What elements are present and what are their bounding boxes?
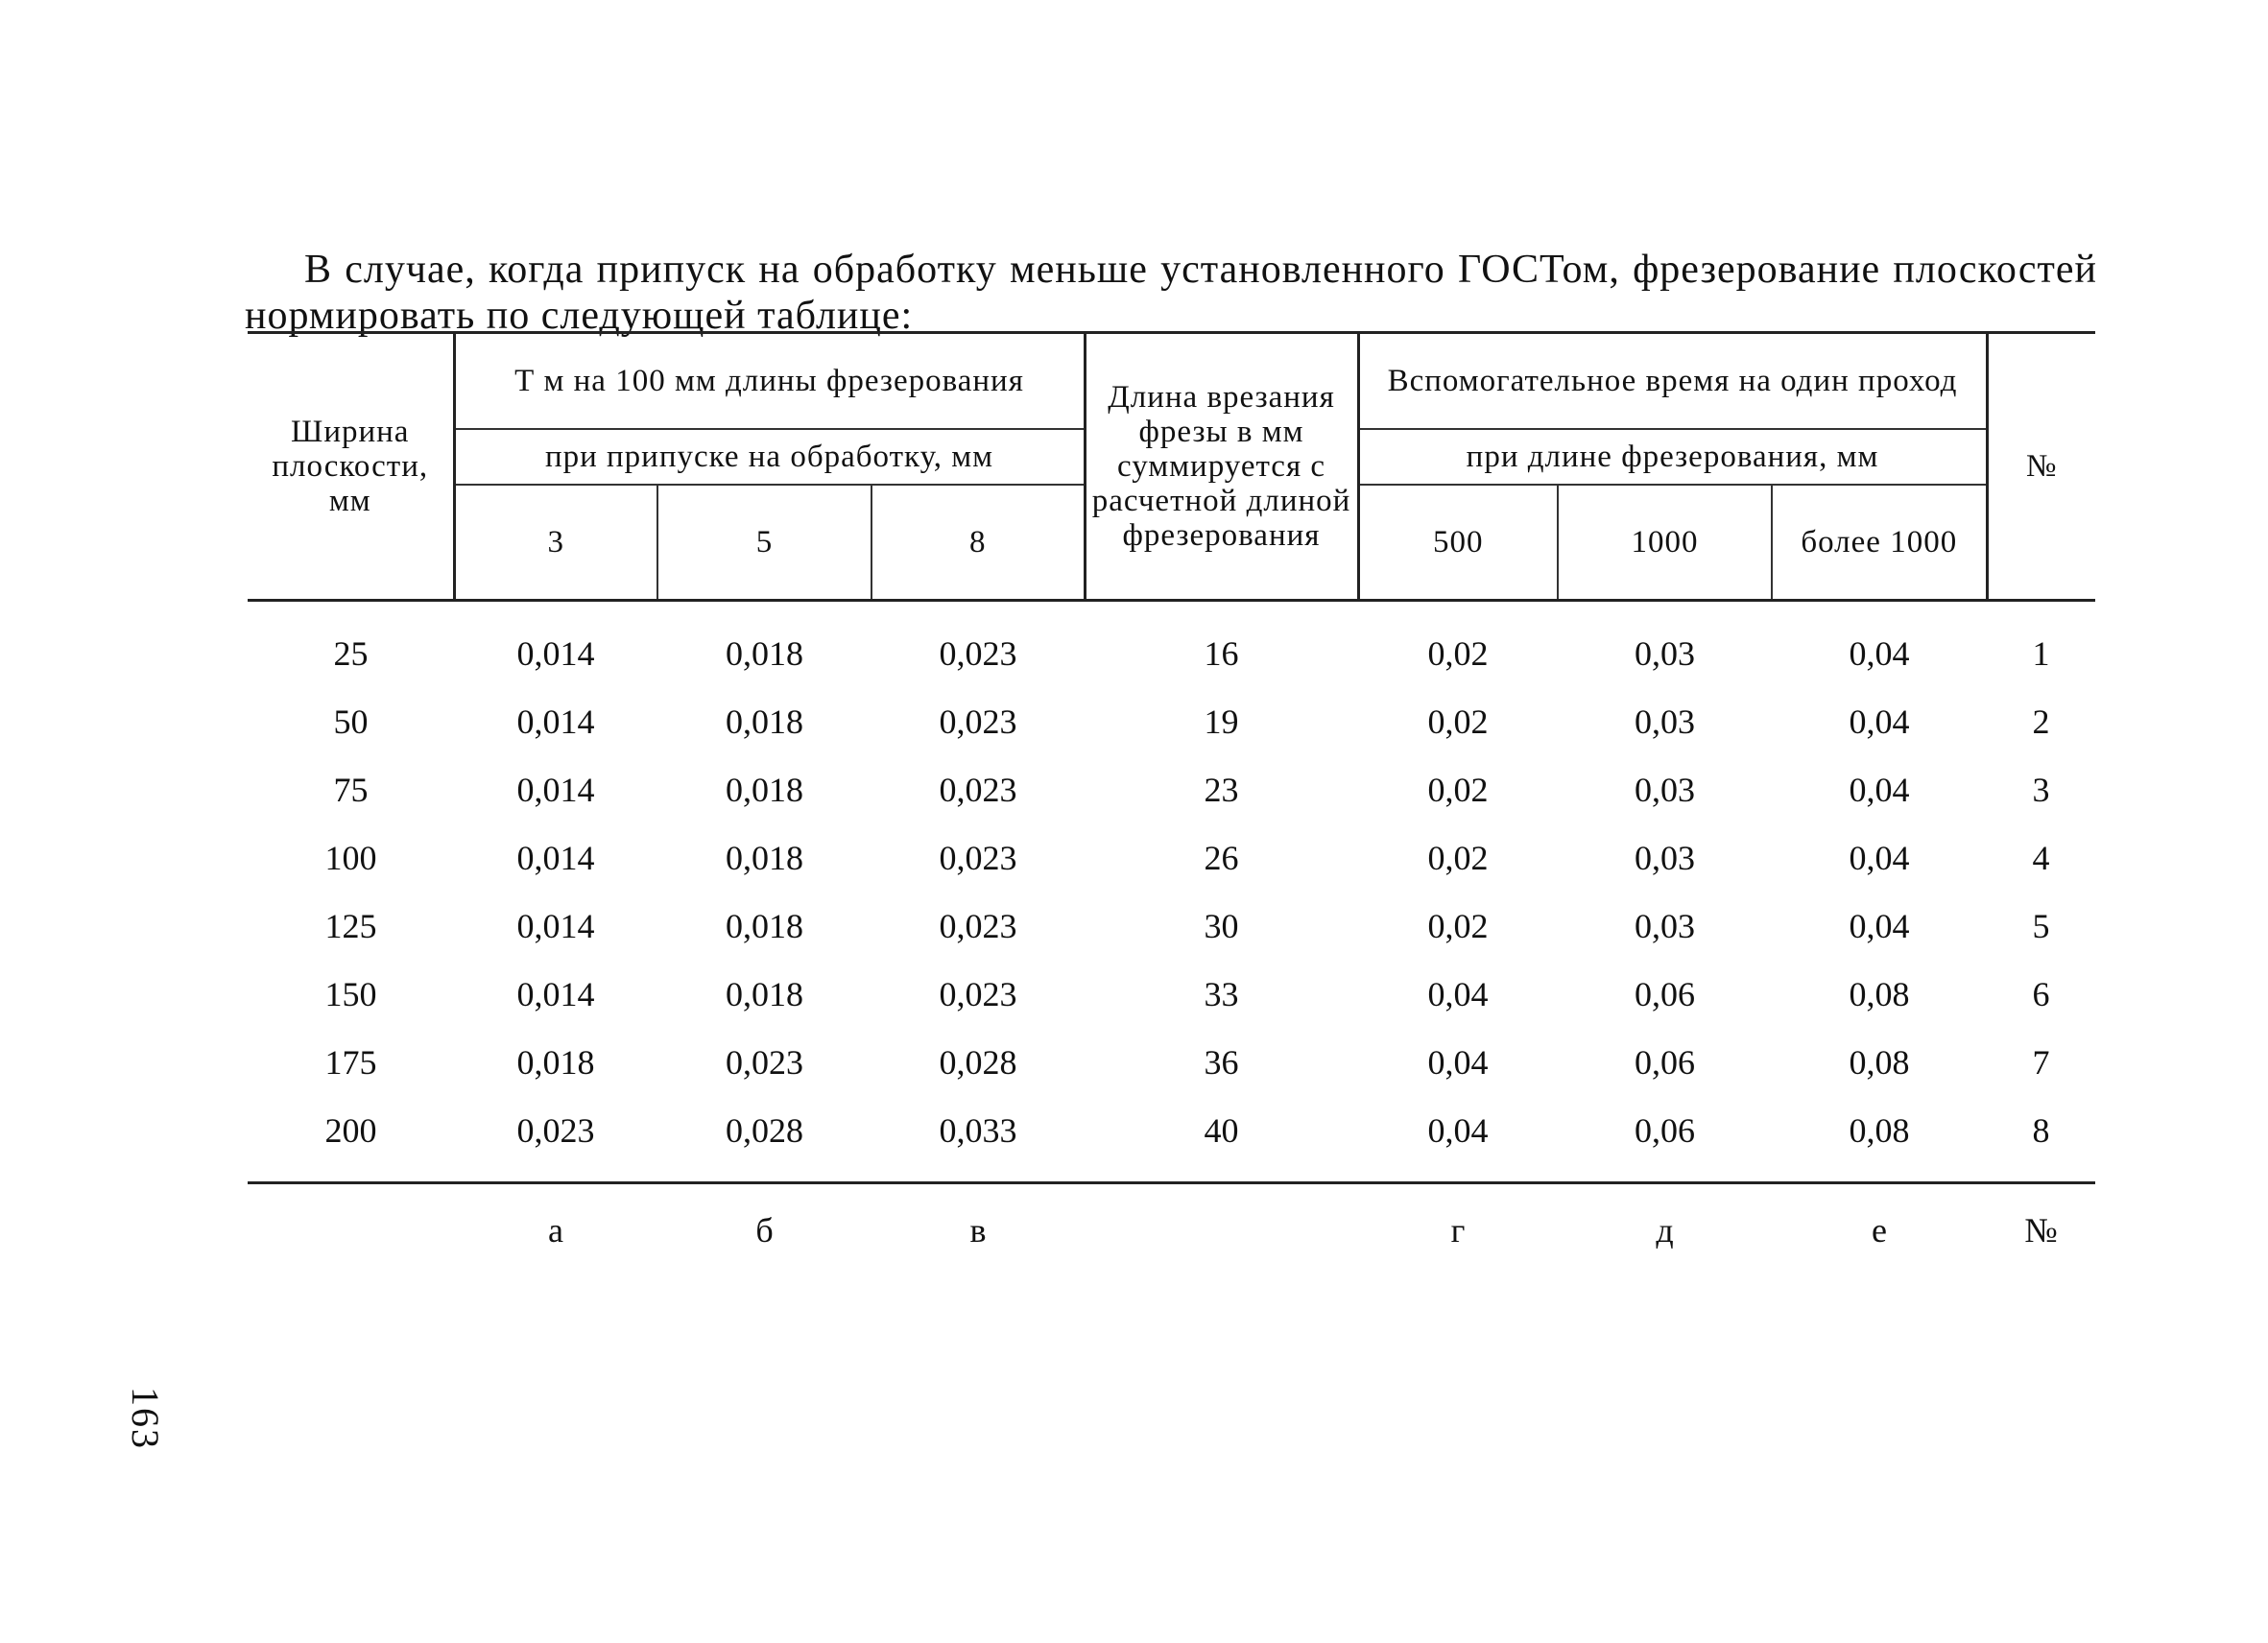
cell-a: 0,014 [516,906,595,945]
footer-letter-b: б [755,1210,774,1250]
column-letters-row [248,1183,2095,1276]
cell-cut: 23 [1204,770,1239,809]
footer-letter-g: г [1450,1210,1466,1250]
footer-letter-e: е [1872,1210,1888,1250]
cell-num: 2 [2032,702,2050,741]
cell-cut: 26 [1204,838,1239,877]
cell-b: 0,018 [726,974,803,1013]
intro-paragraph: В случае, когда припуск на обработку меньше установленного ГОСТом, фрезерование плоскостей нормировать по следующей таблице: [245,248,2097,338]
cell-width: 200 [248,1096,454,1183]
cell-b: 0,028 [657,1096,871,1183]
footer-empty [1085,1183,1358,1276]
table-body [248,601,2095,1183]
header-aux-500: 500 [1358,485,1558,601]
header-aux-more-1000: более 1000 [1772,485,1987,601]
cell-g: 0,02 [1427,702,1489,741]
cell-d: 0,03 [1635,838,1696,877]
cell-b: 0,018 [726,838,803,877]
header-tm-sub: при припуске на обработку, мм [454,429,1085,485]
cell-cut: 40 [1085,1096,1358,1183]
cell-c: 0,023 [939,633,1017,673]
cell-width: 175 [324,1042,377,1082]
cell-c: 0,023 [939,702,1017,741]
page-number: 163 [124,1387,167,1450]
table-row [248,601,2095,688]
cell-e: 0,04 [1849,770,1910,809]
cell-a: 0,014 [516,633,595,673]
cell-e: 0,08 [1772,1096,1987,1183]
header-width: Ширина плоскости, мм [248,333,454,601]
cell-e: 0,04 [1849,838,1910,877]
footer-letter-a: а [548,1210,563,1250]
header-tm-group: Т м на 100 мм длины фрезерования [454,333,1085,430]
cell-d: 0,03 [1635,906,1696,945]
cell-width: 50 [333,702,369,741]
cell-b: 0,023 [726,1042,803,1082]
header-tm-5: 5 [657,485,871,601]
header-tm-3: 3 [454,485,657,601]
table-row [248,687,2095,755]
cell-a: 0,018 [516,1042,595,1082]
header-number: № [1987,333,2095,601]
cell-e: 0,04 [1849,633,1910,673]
cell-a: 0,014 [516,770,595,809]
table-row [248,892,2095,960]
cell-e: 0,08 [1849,1042,1910,1082]
cell-g: 0,02 [1427,633,1489,673]
cell-num: 5 [2032,906,2050,945]
cell-cut: 33 [1204,974,1239,1013]
cell-c: 0,023 [939,838,1017,877]
cell-cut: 30 [1204,906,1239,945]
cell-a: 0,014 [516,974,595,1013]
cell-e: 0,04 [1849,906,1910,945]
cell-g: 0,02 [1427,770,1489,809]
cell-c: 0,023 [939,974,1017,1013]
cell-num: 8 [1987,1096,2095,1183]
footer-number-sign: № [2024,1210,2058,1250]
cell-c: 0,033 [871,1096,1085,1183]
cell-a: 0,023 [454,1096,657,1183]
footer-empty [248,1183,454,1276]
header-tm-8: 8 [871,485,1085,601]
cell-c: 0,023 [939,906,1017,945]
header-cut-length: Длина врезания фрезы в мм суммируется с расчетной длиной фрезерования [1085,333,1358,601]
cell-cut: 36 [1204,1042,1239,1082]
cell-width: 25 [333,633,369,673]
cell-width: 150 [324,974,377,1013]
footer-letter-c: в [969,1210,987,1250]
cell-b: 0,018 [726,633,803,673]
table-row [248,823,2095,892]
cell-d: 0,03 [1635,770,1696,809]
cell-b: 0,018 [726,702,803,741]
cell-cut: 16 [1204,633,1239,673]
cell-width: 125 [324,906,377,945]
cell-g: 0,04 [1427,974,1489,1013]
cell-d: 0,06 [1635,974,1696,1013]
cell-e: 0,08 [1849,974,1910,1013]
cell-d: 0,03 [1635,633,1696,673]
cell-g: 0,04 [1358,1096,1558,1183]
cell-c: 0,028 [939,1042,1017,1082]
table-row [248,755,2095,823]
cell-width: 100 [324,838,377,877]
table-row [248,960,2095,1028]
cell-c: 0,023 [939,770,1017,809]
cell-g: 0,04 [1427,1042,1489,1082]
cell-num: 1 [2032,633,2050,673]
cell-b: 0,018 [726,906,803,945]
cell-g: 0,02 [1427,838,1489,877]
cell-d: 0,03 [1635,702,1696,741]
header-aux-1000: 1000 [1558,485,1772,601]
cell-cut: 19 [1204,702,1239,741]
cell-num: 7 [2032,1042,2050,1082]
cell-num: 3 [2032,770,2050,809]
table-footer [248,1183,2095,1276]
cell-d: 0,06 [1635,1042,1696,1082]
cell-num: 4 [2032,838,2050,877]
table-row [248,1028,2095,1096]
milling-norms-table [248,331,2095,1275]
header-aux-sub: при длине фрезерования, мм [1358,429,1987,485]
cell-width: 75 [333,770,369,809]
cell-e: 0,04 [1849,702,1910,741]
table-header [248,333,2095,601]
cell-b: 0,018 [726,770,803,809]
footer-letter-d: д [1656,1210,1674,1250]
cell-d: 0,06 [1558,1096,1772,1183]
header-aux-group: Вспомогательное время на один проход [1358,333,1987,430]
cell-a: 0,014 [516,702,595,741]
cell-g: 0,02 [1427,906,1489,945]
table-row [248,1096,2095,1183]
cell-a: 0,014 [516,838,595,877]
cell-num: 6 [2032,974,2050,1013]
